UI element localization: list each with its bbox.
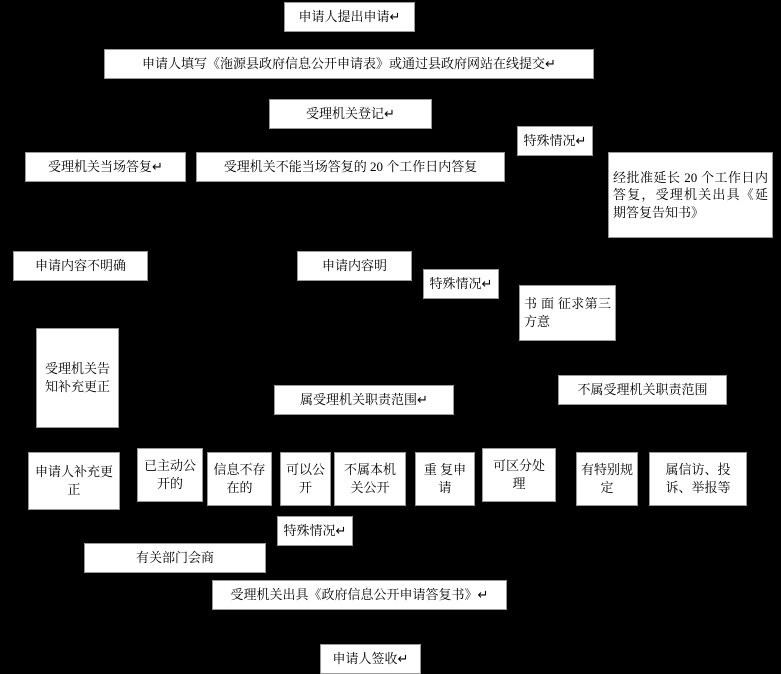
flowchart-node: 属受理机关职责范围↵ — [274, 385, 454, 415]
flowchart-node: 特殊情况↵ — [277, 516, 353, 546]
flowchart-node: 申请人提出申请↵ — [284, 2, 415, 32]
flowchart-node: 申请内容明 — [297, 251, 412, 281]
flowchart-node: 申请人签收↵ — [320, 644, 421, 674]
flowchart-node: 重 复申请 — [415, 452, 475, 506]
flowchart-node: 特殊情况↵ — [517, 126, 593, 156]
flowchart-node: 可以公开 — [280, 452, 331, 506]
flowchart-node: 申请人填写《沲源县政府信息公开申请表》或通过县政府网站在线提交↵ — [104, 49, 594, 79]
flowchart-node: 受理机关不能当场答复的 20 个工作日内答复 — [196, 152, 505, 182]
flowchart-node: 已主动公开的 — [137, 448, 203, 502]
flowchart-node: 受理机关告知补充更正 — [36, 328, 119, 428]
flowchart-node: 受理机关出具《政府信息公开申请答复书》↵ — [212, 580, 507, 610]
flowchart-node: 特殊情况↵ — [423, 269, 499, 299]
flowchart-node: 有特别规定 — [576, 452, 638, 506]
flowchart-node: 属信访、投诉、举报等 — [649, 452, 747, 506]
flowchart-node: 受理机关当场答复↵ — [25, 152, 186, 182]
flowchart-node: 不属受理机关职责范围 — [558, 375, 727, 405]
flowchart-node: 书 面 征求第三方意 — [519, 285, 616, 341]
flowchart-node: 申请内容不明确 — [13, 251, 148, 281]
flowchart-node: 受理机关登记↵ — [269, 99, 432, 129]
flowchart-node: 申请人补充更正 — [28, 452, 120, 510]
flowchart-node: 有关部门会商 — [84, 543, 266, 573]
flowchart-node: 不属本机关公开 — [334, 452, 406, 506]
flowchart-node: 可区分处理 — [482, 448, 556, 502]
flowchart-node: 经批准延长 20 个工作日内答复，受理机关出具《延期答复告知书》 — [608, 152, 773, 238]
flowchart-node: 信息不存在的 — [207, 452, 272, 506]
